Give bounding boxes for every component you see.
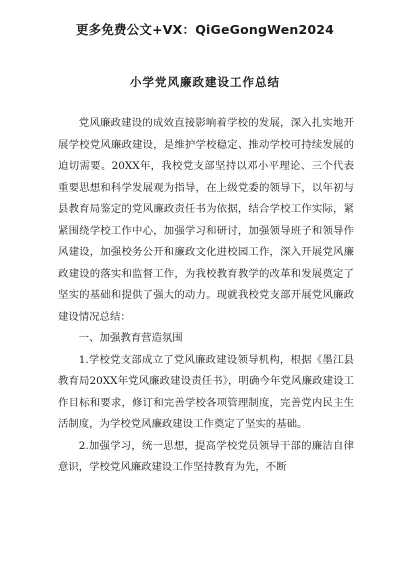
document-body (58, 113, 354, 479)
document-title: 小学党风廉政建设工作总结 (130, 75, 280, 89)
body-paragraph: 2.加强学习，统一思想，提高学校党员领导干部的廉洁自律意识，学校党风廉政建设工作坚持教育为先，不断 (58, 439, 354, 473)
section-heading: 一、加强教育营造氛围 (78, 332, 183, 344)
header-note: 更多免费公文+VX：QiGeGongWen2024 (75, 22, 335, 37)
body-paragraph: 党风廉政建设的成效直接影响着学校的发展，深入扎实地开展学校党风廉政建设，是维护学校稳定、推动学校可持续发展的迫切需要。20XX年，我校党支部坚持以邓小平理论、三个代表重要思想和科学发展观为指导，在上级党委的领导下，以年初与县教育局鉴定的党风廉政责任书为依据，结合学校工作实际，紧紧围绕学校工作中心，加强学习和研讨，加强领导班子和领导作风建设，加强校务公开和廉政文化进校园工作，深入开展党风廉政建设的落实和监督工作，为我校教育教学的改革和发展奠定了坚实的基础和提供了强大的动力。现就我校党支部开展党风廉政建设情况总结： (58, 117, 354, 323)
body-paragraph: 1.学校党支部成立了党风廉政建设领导机构，根据《墨江县教育局20XX年党风廉政建设责任书》，明确今年党风廉政建设工作目标和要求，修订和完善学校各项管理制度，完善党内民主生活制度，为学校党风廉政建设工作奠定了坚实的基础。 (58, 353, 354, 430)
